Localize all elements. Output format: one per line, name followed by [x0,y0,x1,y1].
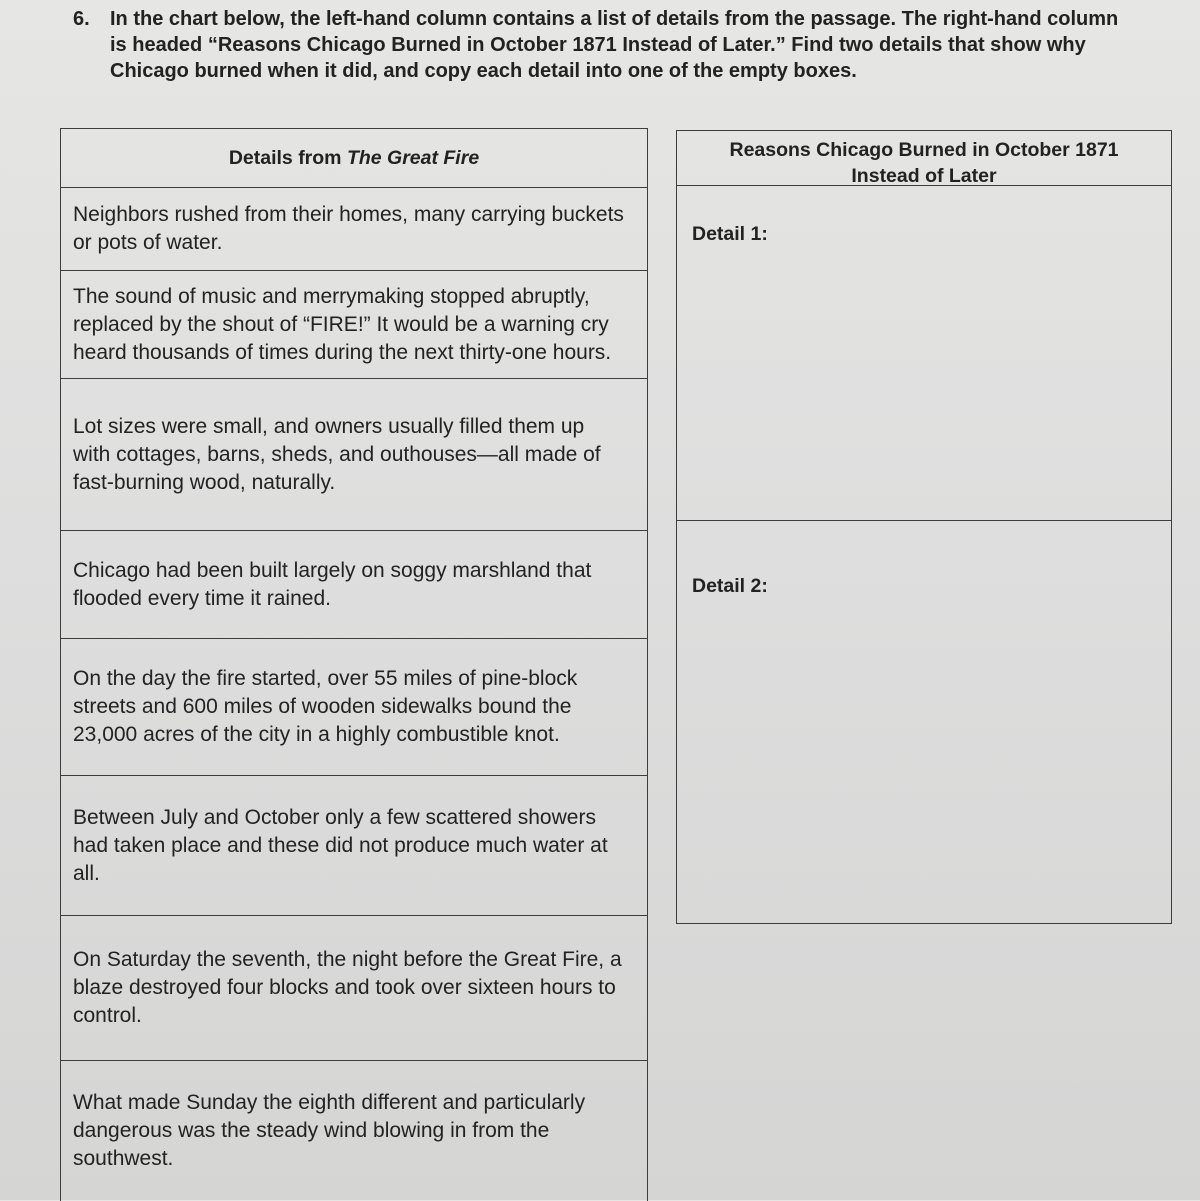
detail-row [61,916,647,1061]
detail-row-text: Chicago had been built largely on soggy marshland that flooded every time it rained. [73,558,592,610]
detail-row [61,379,647,531]
details-header-title: The Great Fire [346,147,480,169]
detail-2-box [677,521,1171,923]
detail-row-text: What made Sunday the eighth different and particularly dangerous was the steady wind blowing in from the southwest. [73,1091,586,1170]
question-text: In the chart below, the left-hand column contains a list of details from the passage. The right-hand column is headed “Reasons Chicago Burned in October 1871 Instead of Later.” Find two details that show why Chicago burned when it did, and copy each detail into one of the empty boxes. [110,8,1119,82]
reasons-table-header: Reasons Chicago Burned in October 1871 Instead of Later [677,131,1171,186]
detail-1-box [677,186,1171,521]
detail-row-text: Lot sizes were small, and owners usually filled them up with cottages, barns, sheds, and outhouses—all made of fast-burning wood, naturally. [73,414,601,494]
detail-row [61,188,647,271]
question-number: 6. [73,8,90,30]
details-header-prefix: Details from [228,147,347,169]
detail-row [61,639,647,776]
detail-row [61,531,647,639]
detail-row [61,1061,647,1201]
reasons-table [676,130,1172,924]
detail-2-label: Detail 2: [692,575,768,597]
detail-1-label: Detail 1: [692,223,768,245]
detail-row-text: On Saturday the seventh, the night before the Great Fire, a blaze destroyed four blocks and took over sixteen hours to control. [73,948,622,1027]
detail-row [61,271,647,379]
detail-row-text: The sound of music and merrymaking stopped abruptly, replaced by the shout of “FIRE!” It would be a warning cry heard thousands of times during the next thirty-one hours. [73,284,612,364]
details-table [60,128,648,1201]
detail-row [61,776,647,916]
detail-row-text: On the day the fire started, over 55 miles of pine-block streets and 600 miles of wooden sidewalks bound the 23,000 acres of the city in a highly combustible knot. [73,667,578,746]
detail-row-text: Between July and October only a few scattered showers had taken place and these did not produce much water at all. [73,805,608,885]
detail-row-text: Neighbors rushed from their homes, many carrying buckets or pots of water. [73,203,624,254]
details-table-header [61,129,647,188]
